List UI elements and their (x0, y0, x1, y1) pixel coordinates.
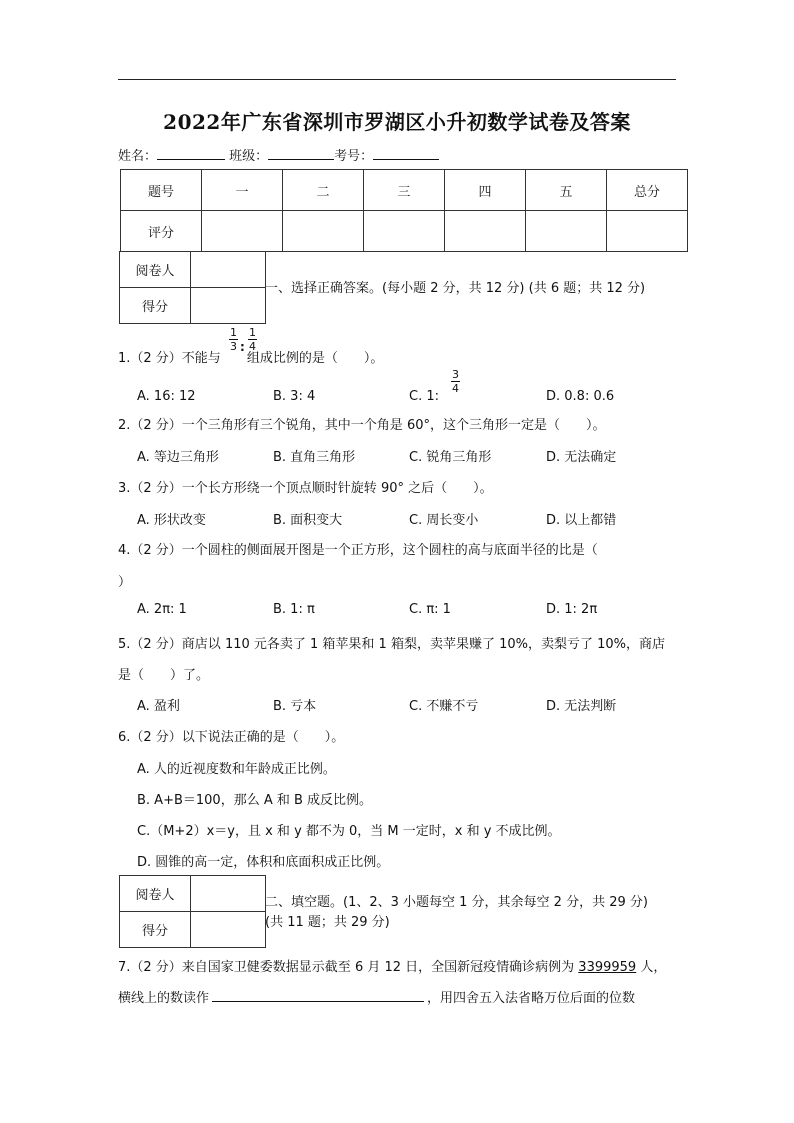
header-rule (118, 79, 676, 80)
header-cell: 题号 (121, 170, 202, 211)
question-5: 5.（2 分）商店以 110 元各卖了 1 箱苹果和 1 箱梨，卖苹果赚了 10%，卖梨亏了 10%，商店 (118, 637, 666, 652)
q4-option-d[interactable]: D. 1: 2π (546, 602, 598, 617)
question-3: 3.（2 分）一个长方形绕一个顶点顺时针旋转 90° 之后（ ）。 (118, 481, 493, 496)
q6-option-a[interactable]: A. 人的近视度数和年龄成正比例。 (137, 762, 336, 777)
score-cell[interactable] (445, 211, 526, 252)
q4-option-a[interactable]: A. 2π: 1 (137, 602, 187, 617)
question-7-line2: 横线上的数读作 ，用四舍五入法省略万位后面的位数 (118, 987, 635, 1006)
fraction-three-quarters: 3 4 (452, 368, 459, 395)
q2-option-d[interactable]: D. 无法确定 (546, 450, 617, 465)
score-label: 得分 (120, 288, 191, 324)
section2-heading-line1: 二、填空题。(1、2、3 小题每空 1 分，其余每空 2 分，共 29 分) (265, 895, 648, 910)
question-4-continued: ） (118, 575, 132, 590)
section1-heading: 一、选择正确答案。(每小题 2 分，共 12 分) (共 6 题；共 12 分) (265, 281, 646, 296)
reviewer-label: 阅卷人 (120, 252, 191, 288)
header-cell: 二 (283, 170, 364, 211)
section2-grader-box (119, 875, 266, 948)
score-row-label: 评分 (121, 211, 202, 252)
score-cell[interactable] (202, 211, 283, 252)
q1-option-a[interactable]: A. 16: 12 (137, 389, 196, 404)
q1-option-b[interactable]: B. 3: 4 (273, 389, 316, 404)
header-cell: 四 (445, 170, 526, 211)
score-cell[interactable] (283, 211, 364, 252)
question-2: 2.（2 分）一个三角形有三个锐角，其中一个角是 60°，这个三角形一定是（ ）。 (118, 418, 606, 433)
q5-option-c[interactable]: C. 不赚不亏 (409, 699, 479, 714)
header-cell: 总分 (607, 170, 688, 211)
score-label: 得分 (120, 912, 191, 948)
ratio-colon: : (240, 340, 245, 354)
q5-option-b[interactable]: B. 亏本 (273, 699, 317, 714)
q3-option-d[interactable]: D. 以上都错 (546, 513, 617, 528)
q6-option-d[interactable]: D. 圆锥的高一定，体积和底面积成正比例。 (137, 855, 390, 870)
q5-option-a[interactable]: A. 盈利 (137, 699, 180, 714)
reviewer-field[interactable] (191, 876, 266, 912)
q3-option-a[interactable]: A. 形状改变 (137, 513, 206, 528)
score-table-score-row (121, 211, 688, 252)
exam-number-field[interactable] (373, 147, 439, 160)
fraction-one-quarter: 1 4 (249, 326, 256, 353)
score-cell[interactable] (526, 211, 607, 252)
q3-option-b[interactable]: B. 面积变大 (273, 513, 343, 528)
score-table-header-row (121, 170, 688, 211)
q5-option-d[interactable]: D. 无法判断 (546, 699, 617, 714)
q3-option-c[interactable]: C. 周长变小 (409, 513, 479, 528)
class-field[interactable] (268, 147, 334, 160)
q1-option-d[interactable]: D. 0.8: 0.6 (546, 389, 615, 404)
q2-option-c[interactable]: C. 锐角三角形 (409, 450, 492, 465)
q6-option-b[interactable]: B. A+B＝100，那么 A 和 B 成反比例。 (137, 793, 373, 808)
q2-option-b[interactable]: B. 直角三角形 (273, 450, 356, 465)
answer-blank[interactable] (212, 988, 424, 1002)
q2-option-a[interactable]: A. 等边三角形 (137, 450, 219, 465)
exam-number-label: 考号： (334, 149, 374, 164)
class-label: 班级： (229, 149, 269, 164)
section1-grader-box (119, 251, 266, 324)
name-label: 姓名： (118, 149, 158, 164)
score-table (120, 169, 688, 252)
score-field[interactable] (191, 288, 266, 324)
reviewer-field[interactable] (191, 252, 266, 288)
underlined-number: 3399959 (578, 960, 637, 975)
q6-option-c[interactable]: C.（M+2）x＝y，且 x 和 y 都不为 0，当 M 一定时，x 和 y 不成比例。 (137, 824, 561, 839)
question-4: 4.（2 分）一个圆柱的侧面展开图是一个正方形，这个圆柱的高与底面半径的比是（ (118, 543, 598, 558)
section2-heading-line2: (共 11 题；共 29 分) (265, 915, 390, 930)
question-6: 6.（2 分）以下说法正确的是（ ）。 (118, 730, 345, 745)
header-cell: 五 (526, 170, 607, 211)
question-7: 7.（2 分）来自国家卫健委数据显示截至 6 月 12 日，全国新冠疫情确诊病例为 3399959 人， (118, 960, 667, 975)
student-info-line (118, 145, 439, 164)
fraction-one-third: 1 3 (230, 326, 237, 353)
reviewer-label: 阅卷人 (120, 876, 191, 912)
question-5-continued: 是（ ）了。 (118, 668, 210, 683)
score-cell[interactable] (364, 211, 445, 252)
score-field[interactable] (191, 912, 266, 948)
question-1: 1.（2 分）不能与 组成比例的是（ ）。 (118, 351, 384, 366)
header-cell: 三 (364, 170, 445, 211)
q1-option-c[interactable]: C. 1: (409, 389, 439, 404)
score-cell[interactable] (607, 211, 688, 252)
header-cell: 一 (202, 170, 283, 211)
q4-option-c[interactable]: C. π: 1 (409, 602, 451, 617)
q4-option-b[interactable]: B. 1: π (273, 602, 315, 617)
document-title: 2022年广东省深圳市罗湖区小升初数学试卷及答案 (163, 110, 631, 134)
name-field[interactable] (157, 147, 225, 160)
